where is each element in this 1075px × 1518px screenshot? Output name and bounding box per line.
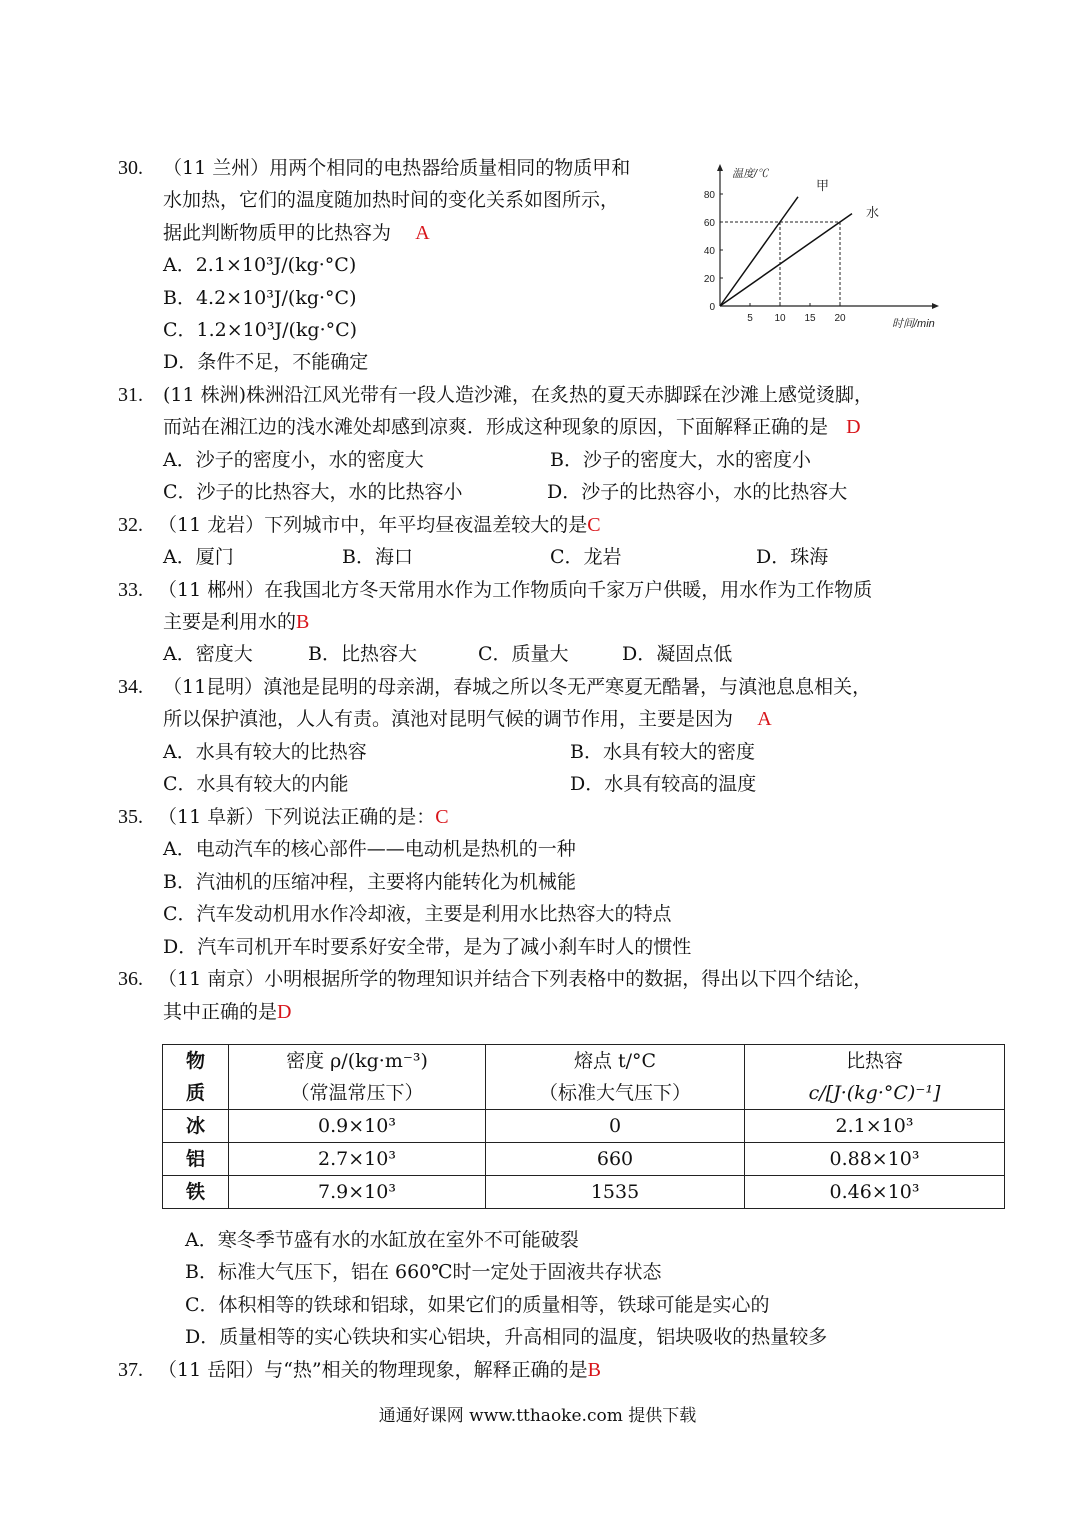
q31-option-c: C．沙子的比热容大，水的比热容小 [163, 481, 463, 503]
q32-number: 32. [118, 514, 143, 536]
table-cell: 1535 [486, 1176, 745, 1209]
q33-option-c: C．质量大 [478, 643, 569, 665]
table-cell: 铝 [163, 1143, 229, 1176]
x-tick-label: 10 [774, 313, 786, 324]
y-tick-label: 40 [703, 246, 715, 257]
q31-answer: D [846, 416, 861, 438]
q33-number: 33. [118, 579, 143, 601]
q34-stem-line2: 所以保护滇池，人人有责。滇池对昆明气候的调节作用，主要是因为 A [163, 708, 772, 730]
table-header-cell: 物 [163, 1045, 229, 1078]
q32-stem-line1: （11 龙岩）下列城市中，年平均昼夜温差较大的是C [158, 514, 601, 536]
table-cell: 冰 [163, 1110, 229, 1143]
x-tick-label: 5 [747, 313, 753, 324]
series-line-jia [720, 197, 798, 306]
q30-option-a: A．2.1×10³J/(kg·°C) [163, 254, 357, 276]
q33-stem-line1: （11 郴州）在我国北方冬天常用水作为工作物质向千家万户供暖，用水作为工作物质 [158, 579, 873, 601]
q36-answer: D [277, 1001, 292, 1023]
table-cell: 0.46×10³ [745, 1176, 1005, 1209]
q30-stem-line2: 水加热，它们的温度随加热时间的变化关系如图所示， [163, 189, 620, 211]
q35-option-c: C．汽车发动机用水作冷却液，主要是利用水比热容大的特点 [163, 903, 672, 925]
y-tick-label: 60 [703, 218, 715, 229]
material-properties-table [162, 1044, 1005, 1209]
x-tick-label: 15 [804, 313, 816, 324]
y-tick-label: 20 [703, 274, 715, 285]
q32-option-d: D．珠海 [756, 546, 829, 568]
table-cell: 0 [486, 1110, 745, 1143]
table-cell: 0.9×10³ [229, 1110, 486, 1143]
q35-option-b: B．汽油机的压缩冲程，主要将内能转化为机械能 [163, 871, 576, 893]
q30-option-d: D．条件不足，不能确定 [163, 351, 369, 373]
table-cell: 660 [486, 1143, 745, 1176]
q34-option-c: C．水具有较大的内能 [163, 773, 349, 795]
q33-answer: B [296, 611, 310, 633]
table-header-cell: 比热容 [745, 1045, 1005, 1078]
table-header-cell: c/[J·(kg·°C)⁻¹] [745, 1077, 1005, 1110]
x-axis-arrow [932, 303, 939, 309]
q32-option-c: C．龙岩 [550, 546, 622, 568]
q33-stem-line2: 主要是利用水的B [163, 611, 310, 633]
y-tick-label: 0 [709, 302, 715, 313]
table-row [163, 1143, 1005, 1176]
q31-stem-line1: (11 株洲)株洲沿江风光带有一段人造沙滩，在炙热的夏天赤脚踩在沙滩上感觉烫脚， [163, 384, 874, 406]
q33-option-b: B．比热容大 [308, 643, 417, 665]
series-label-shui: 水 [866, 205, 880, 220]
q34-number: 34. [118, 676, 143, 698]
chart-ticks [704, 190, 846, 324]
table-header-cell: 密度 ρ/(kg·m⁻³) [229, 1045, 486, 1078]
q32-option-b: B．海口 [342, 546, 413, 568]
q35-option-a: A．电动汽车的核心部件——电动机是热机的一种 [163, 838, 576, 860]
q34-option-b: B．水具有较大的密度 [570, 741, 755, 763]
q36-option-b: B．标准大气压下，铝在 660℃时一定处于固液共存状态 [185, 1261, 662, 1283]
table-cell: 2.1×10³ [745, 1110, 1005, 1143]
table-cell: 0.88×10³ [745, 1143, 1005, 1176]
series-line-shui [720, 214, 852, 306]
q36-number: 36. [118, 968, 143, 990]
table-cell: 铁 [163, 1176, 229, 1209]
table-header-cell: 质 [163, 1077, 229, 1110]
table-header-cell: （标准大气压下） [486, 1077, 745, 1110]
chart-ylabel: 温度/℃ [732, 168, 769, 180]
chart-series [720, 197, 852, 306]
q32-option-a: A．厦门 [163, 546, 234, 568]
chart-xlabel: 时间/min [892, 318, 935, 330]
q36-option-a: A．寒冬季节盛有水的水缸放在室外不可能破裂 [185, 1229, 579, 1251]
q30-option-b: B．4.2×10³J/(kg·°C) [163, 287, 357, 309]
table-row [163, 1110, 1005, 1143]
q34-answer: A [757, 708, 772, 730]
series-label-jia: 甲 [816, 178, 830, 193]
q33-option-a: A．密度大 [163, 643, 253, 665]
q35-number: 35. [118, 806, 143, 828]
q37-number: 37. [118, 1359, 143, 1381]
y-axis-arrow [717, 164, 723, 171]
table-cell: 2.7×10³ [229, 1143, 486, 1176]
page-footer: 通通好课网 www.tthaoke.com 提供下载 [378, 1406, 697, 1426]
table-header-cell: （常温常压下） [229, 1077, 486, 1110]
q30-stem-line3: 据此判断物质甲的比热容为 A [163, 222, 430, 244]
q32-answer: C [587, 514, 601, 536]
q30-number: 30. [118, 157, 143, 179]
table-header-row-top [163, 1045, 1005, 1078]
q31-option-b: B．沙子的密度大，水的密度小 [550, 449, 811, 471]
q37-answer: B [587, 1359, 601, 1381]
q37-stem-line1: （11 岳阳）与“热”相关的物理现象，解释正确的是B [158, 1359, 601, 1381]
q36-option-d: D．质量相等的实心铁块和实心铝块，升高相同的温度，铝块吸收的热量较多 [185, 1326, 828, 1348]
table-cell: 7.9×10³ [229, 1176, 486, 1209]
q35-answer: C [435, 806, 449, 828]
y-tick-label: 80 [703, 190, 715, 201]
q30-stem-line1: （11 兰州）用两个相同的电热器给质量相同的物质甲和 [163, 157, 631, 179]
q36-option-c: C．体积相等的铁球和铝球，如果它们的质量相等，铁球可能是实心的 [185, 1294, 770, 1316]
q31-option-a: A．沙子的密度小，水的密度大 [163, 449, 424, 471]
q31-stem-line2: 而站在湘江边的浅水滩处却感到凉爽．形成这种现象的原因，下面解释正确的是 D [163, 416, 861, 438]
q34-option-a: A．水具有较大的比热容 [163, 741, 367, 763]
q34-stem-line1: （11昆明）滇池是昆明的母亲湖，春城之所以冬无严寒夏无酷暑，与滇池息息相关， [163, 676, 872, 698]
q34-option-d: D．水具有较高的温度 [570, 773, 757, 795]
q36-stem-line2: 其中正确的是D [163, 1001, 292, 1023]
temperature-time-chart [696, 155, 954, 335]
q35-option-d: D．汽车司机开车时要系好安全带，是为了减小刹车时人的惯性 [163, 936, 692, 958]
table-header-cell: 熔点 t/°C [486, 1045, 745, 1078]
table-header-row-bottom [163, 1077, 1005, 1110]
q30-option-c: C．1.2×10³J/(kg·°C) [163, 319, 358, 341]
q31-option-d: D．沙子的比热容小，水的比热容大 [547, 481, 848, 503]
q35-stem-line1: （11 阜新）下列说法正确的是：C [158, 806, 449, 828]
x-tick-label: 20 [834, 313, 846, 324]
q36-stem-line1: （11 南京）小明根据所学的物理知识并结合下列表格中的数据，得出以下四个结论， [158, 968, 873, 990]
q33-option-d: D．凝固点低 [622, 643, 733, 665]
q30-answer: A [415, 222, 430, 244]
q31-number: 31. [118, 384, 143, 406]
table-row [163, 1176, 1005, 1209]
